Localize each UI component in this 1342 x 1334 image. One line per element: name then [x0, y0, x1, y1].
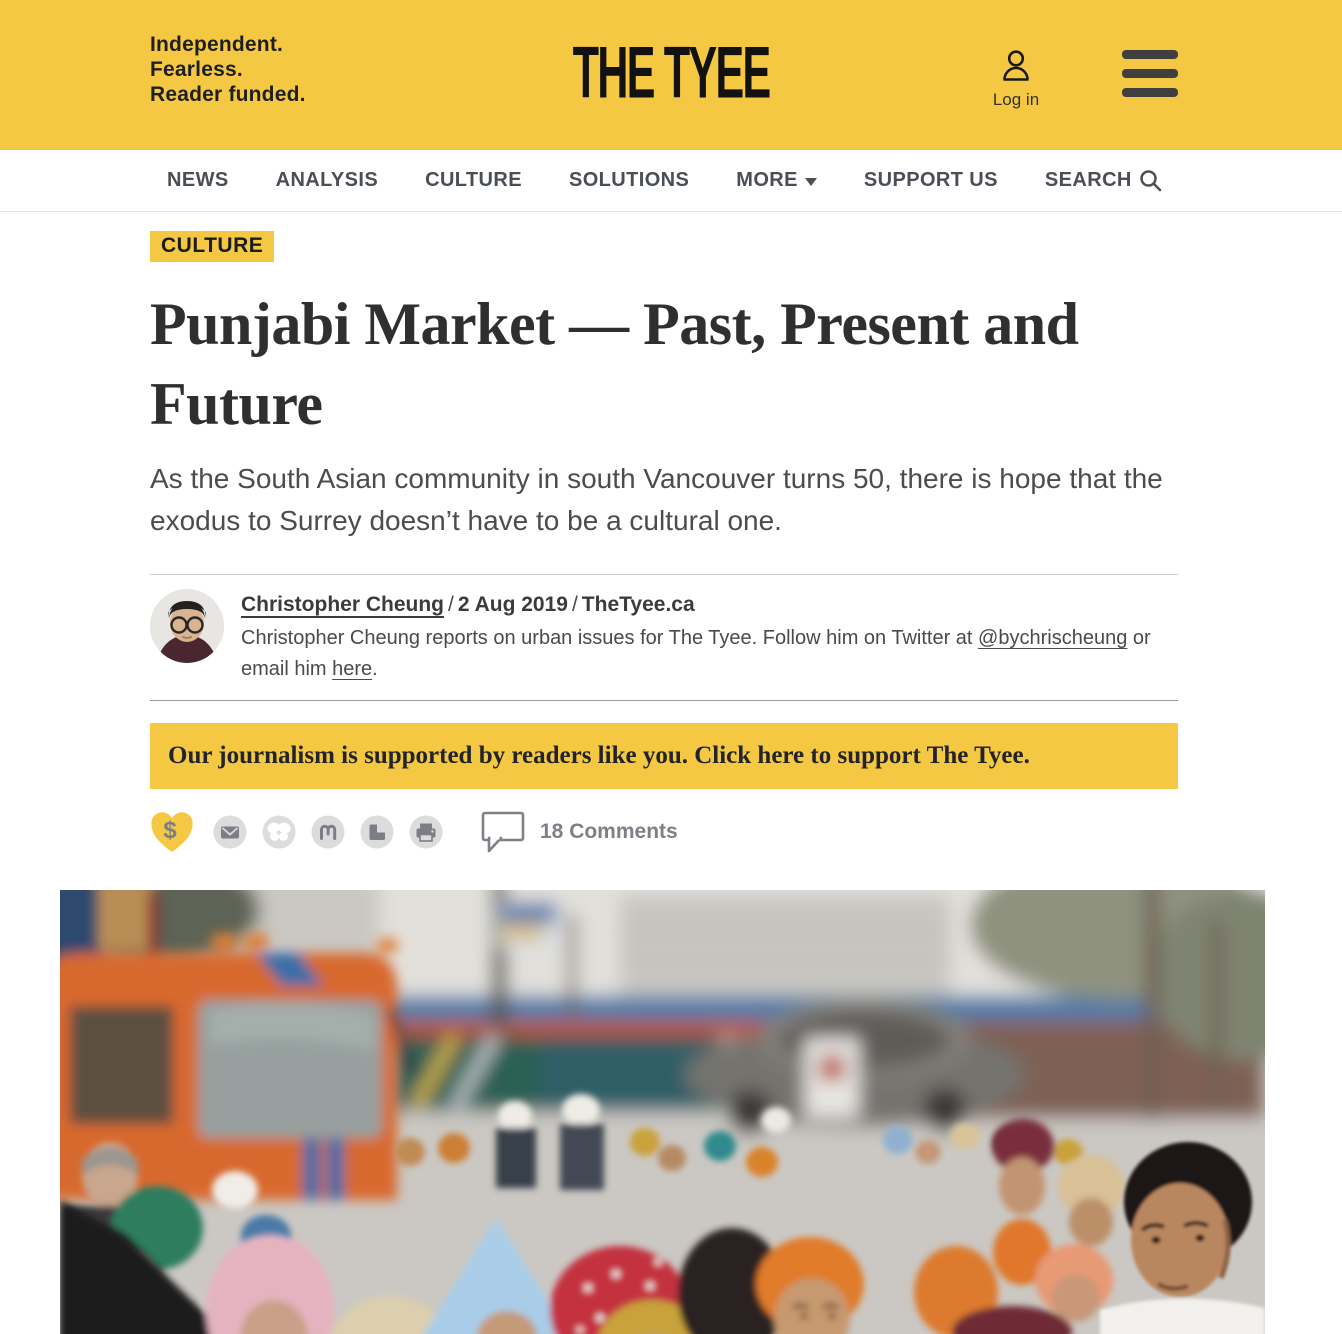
- author-bio: Christopher Cheung reports on urban issues for The Tyee. Follow him on Twitter at @bychrischeung or email him here.: [241, 627, 1151, 680]
- comments-count: 18 Comments: [540, 820, 678, 843]
- site-logo[interactable]: THE TYEE: [572, 30, 770, 114]
- byline-meta: Christopher Cheung / 2 Aug 2019 / TheTyee.ca: [241, 593, 695, 616]
- comment-bubble-icon: [480, 810, 527, 854]
- support-banner[interactable]: Our journalism is supported by readers like you. Click here to support The Tyee.: [150, 723, 1178, 789]
- nav-item-support-us[interactable]: SUPPORT US: [863, 169, 998, 191]
- login-label: Log in: [992, 90, 1040, 109]
- flipboard-icon[interactable]: [360, 815, 394, 849]
- tagline-line: Fearless.: [150, 58, 243, 81]
- author-avatar[interactable]: [150, 589, 224, 663]
- tagline-line: Independent.: [150, 33, 284, 56]
- hero-photo-illustration: [60, 890, 1265, 1334]
- donate-heart-icon[interactable]: [148, 809, 196, 855]
- publish-date: 2 Aug 2019: [457, 593, 568, 616]
- category-badge[interactable]: CULTURE: [150, 231, 274, 262]
- byline: [150, 575, 1178, 700]
- nav-item-search[interactable]: SEARCH: [1045, 169, 1162, 192]
- twitter-link[interactable]: @bychrischeung: [978, 627, 1128, 649]
- article-deck: As the South Asian community in south Vancouver turns 50, there is hope that the exodus to Surrey doesn’t have to be a cultural one.: [150, 463, 1163, 536]
- site-header: [0, 0, 1342, 150]
- author-photo: [150, 589, 224, 663]
- menu-icon[interactable]: [1122, 50, 1178, 97]
- user-icon: [998, 48, 1034, 82]
- email-link[interactable]: here: [332, 658, 373, 680]
- nav-item-news[interactable]: NEWS: [167, 169, 229, 191]
- byline-text: [241, 589, 1178, 685]
- nav-item-solutions[interactable]: SOLUTIONS: [568, 169, 690, 191]
- nav-item-analysis[interactable]: ANALYSIS: [275, 169, 379, 191]
- nav-item-more[interactable]: MORE: [736, 169, 817, 192]
- tagline-line: Reader funded.: [150, 83, 306, 106]
- search-icon: [1139, 169, 1162, 192]
- nav-item-culture[interactable]: CULTURE: [425, 169, 522, 191]
- article: [150, 212, 1178, 855]
- main-nav: [0, 150, 1342, 212]
- author-link[interactable]: Christopher Cheung: [241, 593, 444, 616]
- mastodon-icon[interactable]: [311, 815, 345, 849]
- share-toolbar: [150, 809, 1178, 855]
- site-tagline: [150, 32, 306, 107]
- divider: [150, 700, 1178, 701]
- chevron-down-icon: [805, 178, 817, 186]
- svg-text:$: $: [163, 817, 177, 844]
- hero-image: [60, 890, 1265, 1334]
- bluesky-icon[interactable]: [262, 815, 296, 849]
- print-icon[interactable]: [409, 815, 443, 849]
- comments-link[interactable]: [480, 810, 678, 854]
- site-name: TheTyee.ca: [581, 593, 695, 616]
- login-button[interactable]: [984, 48, 1048, 110]
- email-icon[interactable]: [213, 815, 247, 849]
- article-title: Punjabi Market — Past, Present and Future: [150, 291, 1079, 437]
